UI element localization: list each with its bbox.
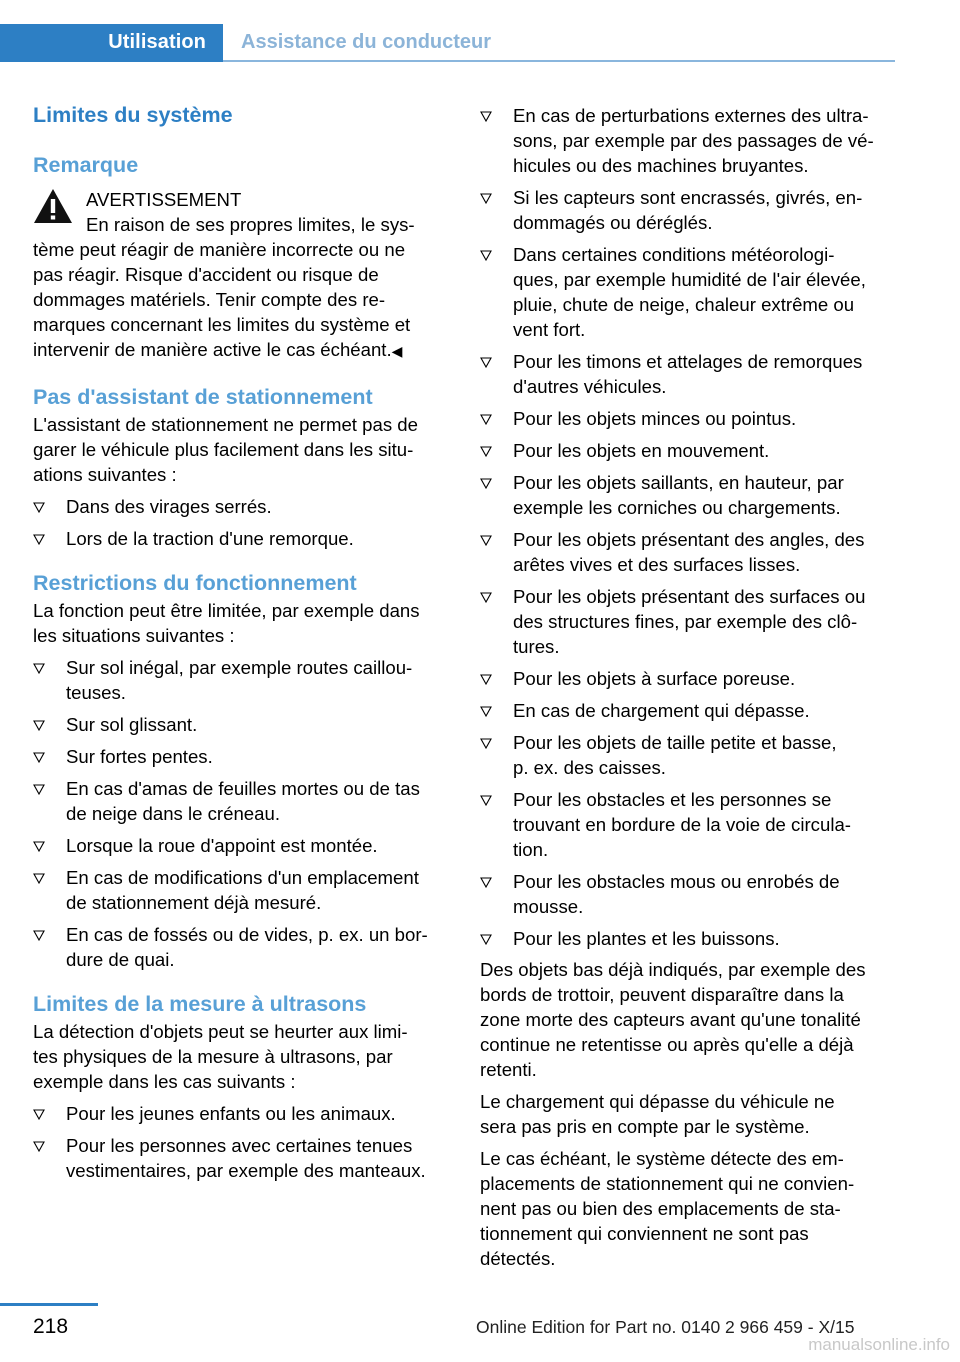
parking-intro-line: garer le véhicule plus facilement dans les situ‐ (33, 439, 414, 460)
warning-block (33, 187, 453, 237)
bullet-triangle-icon (33, 752, 45, 763)
paragraph-line: sera pas pris en compte par le système. (480, 1116, 810, 1137)
list-item (33, 712, 453, 737)
ultrasonic-intro-line: exemple dans les cas suivants : (33, 1071, 296, 1092)
bullet-triangle-icon (33, 784, 45, 795)
list-item-line: Pour les personnes avec certaines tenues (66, 1135, 413, 1156)
remark-heading: Remarque (33, 153, 139, 177)
list-item (480, 185, 900, 235)
list-item-line: tion. (513, 839, 549, 860)
list-item (33, 744, 453, 769)
list-item-line: vestimentaires, par exemple des manteaux. (66, 1160, 426, 1181)
list-item-line: des structures fines, par exemple des clô‐ (513, 611, 858, 632)
list-item-line: hicules ou des machines bruyantes. (513, 155, 809, 176)
bullet-triangle-icon (33, 720, 45, 731)
list-item-line: Pour les obstacles mous ou enrobés de (513, 871, 840, 892)
list-item-line: dommagés ou déréglés. (513, 212, 713, 233)
list-item-line: Pour les plantes et les buissons. (513, 928, 780, 949)
list-item-line: En cas de fossés ou de vides, p. ex. un bor‐ (66, 924, 428, 945)
restrictions-heading: Restrictions du fonctionnement (33, 571, 357, 595)
bullet-triangle-icon (33, 1141, 45, 1152)
list-item (480, 730, 900, 780)
list-item-line: Sur fortes pentes. (66, 746, 213, 767)
bullet-triangle-icon (480, 738, 492, 749)
page-header (0, 0, 960, 64)
list-item (33, 922, 453, 972)
list-item (33, 526, 453, 551)
list-item-line: tures. (513, 636, 560, 657)
list-item (480, 470, 900, 520)
paragraph-detection (480, 1146, 900, 1271)
page-number-rule (0, 1303, 98, 1306)
warning-line: dommages matériels. Tenir compte des re‐ (33, 289, 386, 310)
bullet-triangle-icon (480, 250, 492, 261)
warning-line: En raison de ses propres limites, le sys‐ (86, 214, 415, 235)
right-column (480, 103, 900, 1271)
warning-line-last (33, 337, 453, 364)
ultrasonic-intro-line: La détection d'objets peut se heurter aux limi‐ (33, 1021, 408, 1042)
list-item-line: Pour les jeunes enfants ou les animaux. (66, 1103, 396, 1124)
list-item (480, 103, 900, 178)
bullet-triangle-icon (33, 1109, 45, 1120)
tab-utilisation-label: Utilisation (108, 31, 206, 53)
paragraph-line: nent pas ou bien des emplacements de sta‐ (480, 1198, 841, 1219)
list-item (480, 787, 900, 862)
parking-heading: Pas d'assistant de stationnement (33, 385, 373, 409)
warning-triangle-icon (33, 188, 73, 224)
warning-line: intervenir de manière active le cas échéant. (33, 339, 392, 360)
bullet-triangle-icon (33, 502, 45, 513)
paragraph-load (480, 1089, 900, 1139)
parking-list (33, 494, 453, 551)
tab-assistance-label: Assistance du conducteur (241, 31, 492, 53)
list-item-line: d'autres véhicules. (513, 376, 667, 397)
bullet-triangle-icon (480, 478, 492, 489)
list-item-line: En cas de chargement qui dépasse. (513, 700, 810, 721)
bullet-triangle-icon (33, 534, 45, 545)
list-item-line: de neige dans le créneau. (66, 803, 280, 824)
bullet-triangle-icon (480, 795, 492, 806)
bullet-triangle-icon (33, 663, 45, 674)
bullet-triangle-icon (480, 193, 492, 204)
bullet-triangle-icon (480, 535, 492, 546)
list-item (480, 438, 900, 463)
list-item-line: Pour les timons et attelages de remorques (513, 351, 863, 372)
list-item-line: Pour les objets saillants, en hauteur, par (513, 472, 844, 493)
ultrasonic-heading: Limites de la mesure à ultrasons (33, 992, 367, 1016)
paragraph-line: retenti. (480, 1059, 537, 1080)
parking-intro-line: ations suivantes : (33, 464, 177, 485)
list-item-line: vent fort. (513, 319, 586, 340)
list-item-line: Pour les objets minces ou pointus. (513, 408, 797, 429)
parking-intro-line: L'assistant de stationnement ne permet pas de (33, 414, 418, 435)
list-item-line: pluie, chute de neige, chaleur extrême ou (513, 294, 855, 315)
warning-line: pas réagir. Risque d'accident ou risque de (33, 264, 379, 285)
paragraph-line: Des objets bas déjà indiqués, par exemple des (480, 959, 866, 980)
list-item (33, 494, 453, 519)
warning-line: marques concernant les limites du système et (33, 314, 411, 335)
list-item-line: Dans certaines conditions météorologi‐ (513, 244, 835, 265)
paragraph-line: continue ne retentisse ou après qu'elle a déjà (480, 1034, 854, 1055)
ultrasonic-cases-list (480, 103, 900, 951)
warning-label: AVERTISSEMENT (86, 189, 242, 210)
bullet-triangle-icon (480, 934, 492, 945)
list-item-line: Pour les objets à surface poreuse. (513, 668, 796, 689)
list-item-line: En cas de perturbations externes des ultra‐ (513, 105, 869, 126)
edition-text: Online Edition for Part no. 0140 2 966 459 - X/15 (476, 1317, 855, 1337)
bullet-triangle-icon (480, 357, 492, 368)
paragraph-line: Le cas échéant, le système détecte des em‐ (480, 1148, 844, 1169)
paragraph-line: détectés. (480, 1248, 556, 1269)
list-item-line: Dans des virages serrés. (66, 496, 272, 517)
bullet-triangle-icon (480, 414, 492, 425)
ultrasonic-list (33, 1101, 453, 1183)
list-item (480, 584, 900, 659)
list-item-line: dure de quai. (66, 949, 175, 970)
list-item-line: En cas de modifications d'un emplacement (66, 867, 419, 888)
list-item-line: ques, par exemple humidité de l'air élevée, (513, 269, 866, 290)
bullet-triangle-icon (480, 111, 492, 122)
list-item-line: Sur sol inégal, par exemple routes caillou‐ (66, 657, 413, 678)
bullet-triangle-icon (33, 873, 45, 884)
list-item (33, 1133, 453, 1183)
list-item-line: Pour les objets de taille petite et basse, (513, 732, 837, 753)
list-item-line: exemple les corniches ou chargements. (513, 497, 841, 518)
list-item-line: Si les capteurs sont encrassés, givrés, en‐ (513, 187, 863, 208)
paragraph-line: tionnement qui conviennent ne sont pas (480, 1223, 809, 1244)
list-item-line: arêtes vives et des surfaces lisses. (513, 554, 801, 575)
list-item-line: mousse. (513, 896, 584, 917)
bullet-triangle-icon (480, 592, 492, 603)
list-item (480, 527, 900, 577)
list-item (480, 666, 900, 691)
list-item-line: En cas d'amas de feuilles mortes ou de tas (66, 778, 420, 799)
page-number: 218 (33, 1315, 69, 1338)
list-item (480, 406, 900, 431)
list-item-line: de stationnement déjà mesuré. (66, 892, 322, 913)
paragraph-line: zone morte des capteurs avant qu'une tonalité (480, 1009, 861, 1030)
list-item-line: Lorsque la roue d'appoint est montée. (66, 835, 378, 856)
list-item (480, 869, 900, 919)
list-item-line: p. ex. des caisses. (513, 757, 666, 778)
paragraph-low-objects (480, 957, 900, 1082)
list-item-line: sons, par exemple par des passages de vé‐ (513, 130, 874, 151)
list-item-line: Pour les objets en mouvement. (513, 440, 770, 461)
list-item (33, 1101, 453, 1126)
list-item-line: Sur sol glissant. (66, 714, 198, 735)
paragraph-line: Le chargement qui dépasse du véhicule ne (480, 1091, 835, 1112)
bullet-triangle-icon (480, 706, 492, 717)
list-item-line: trouvant en bordure de la voie de circula‐ (513, 814, 851, 835)
list-item (33, 776, 453, 826)
list-item-line: Lors de la traction d'une remorque. (66, 528, 354, 549)
watermark: manualsonline.info (808, 1335, 950, 1354)
restrictions-intro-line: La fonction peut être limitée, par exemple dans (33, 600, 420, 621)
list-item-line: Pour les obstacles et les personnes se (513, 789, 832, 810)
tab-assistance-du-conducteur[interactable] (223, 24, 895, 62)
bullet-triangle-icon (33, 930, 45, 941)
bullet-triangle-icon (33, 841, 45, 852)
list-item (480, 349, 900, 399)
list-item-line: Pour les objets présentant des surfaces ou (513, 586, 866, 607)
paragraph-line: bords de trottoir, peuvent disparaître dans la (480, 984, 844, 1005)
restrictions-intro-line: les situations suivantes : (33, 625, 235, 646)
end-mark-icon: ◀ (391, 343, 403, 359)
list-item (480, 698, 900, 723)
left-column (33, 100, 453, 1183)
list-item (33, 833, 453, 858)
list-item-line: Pour les objets présentant des angles, des (513, 529, 865, 550)
list-item (33, 655, 453, 705)
bullet-triangle-icon (480, 674, 492, 685)
tab-utilisation[interactable] (0, 24, 223, 62)
list-item-line: teuses. (66, 682, 126, 703)
list-item (33, 865, 453, 915)
ultrasonic-intro-line: tes physiques de la mesure à ultrasons, par (33, 1046, 393, 1067)
bullet-triangle-icon (480, 446, 492, 457)
section-title-limites: Limites du système (33, 103, 233, 127)
restrictions-list (33, 655, 453, 972)
list-item (480, 242, 900, 342)
list-item (480, 926, 900, 951)
paragraph-line: placements de stationnement qui ne convien‐ (480, 1173, 855, 1194)
bullet-triangle-icon (480, 877, 492, 888)
warning-line: tème peut réagir de manière incorrecte ou ne (33, 239, 406, 260)
